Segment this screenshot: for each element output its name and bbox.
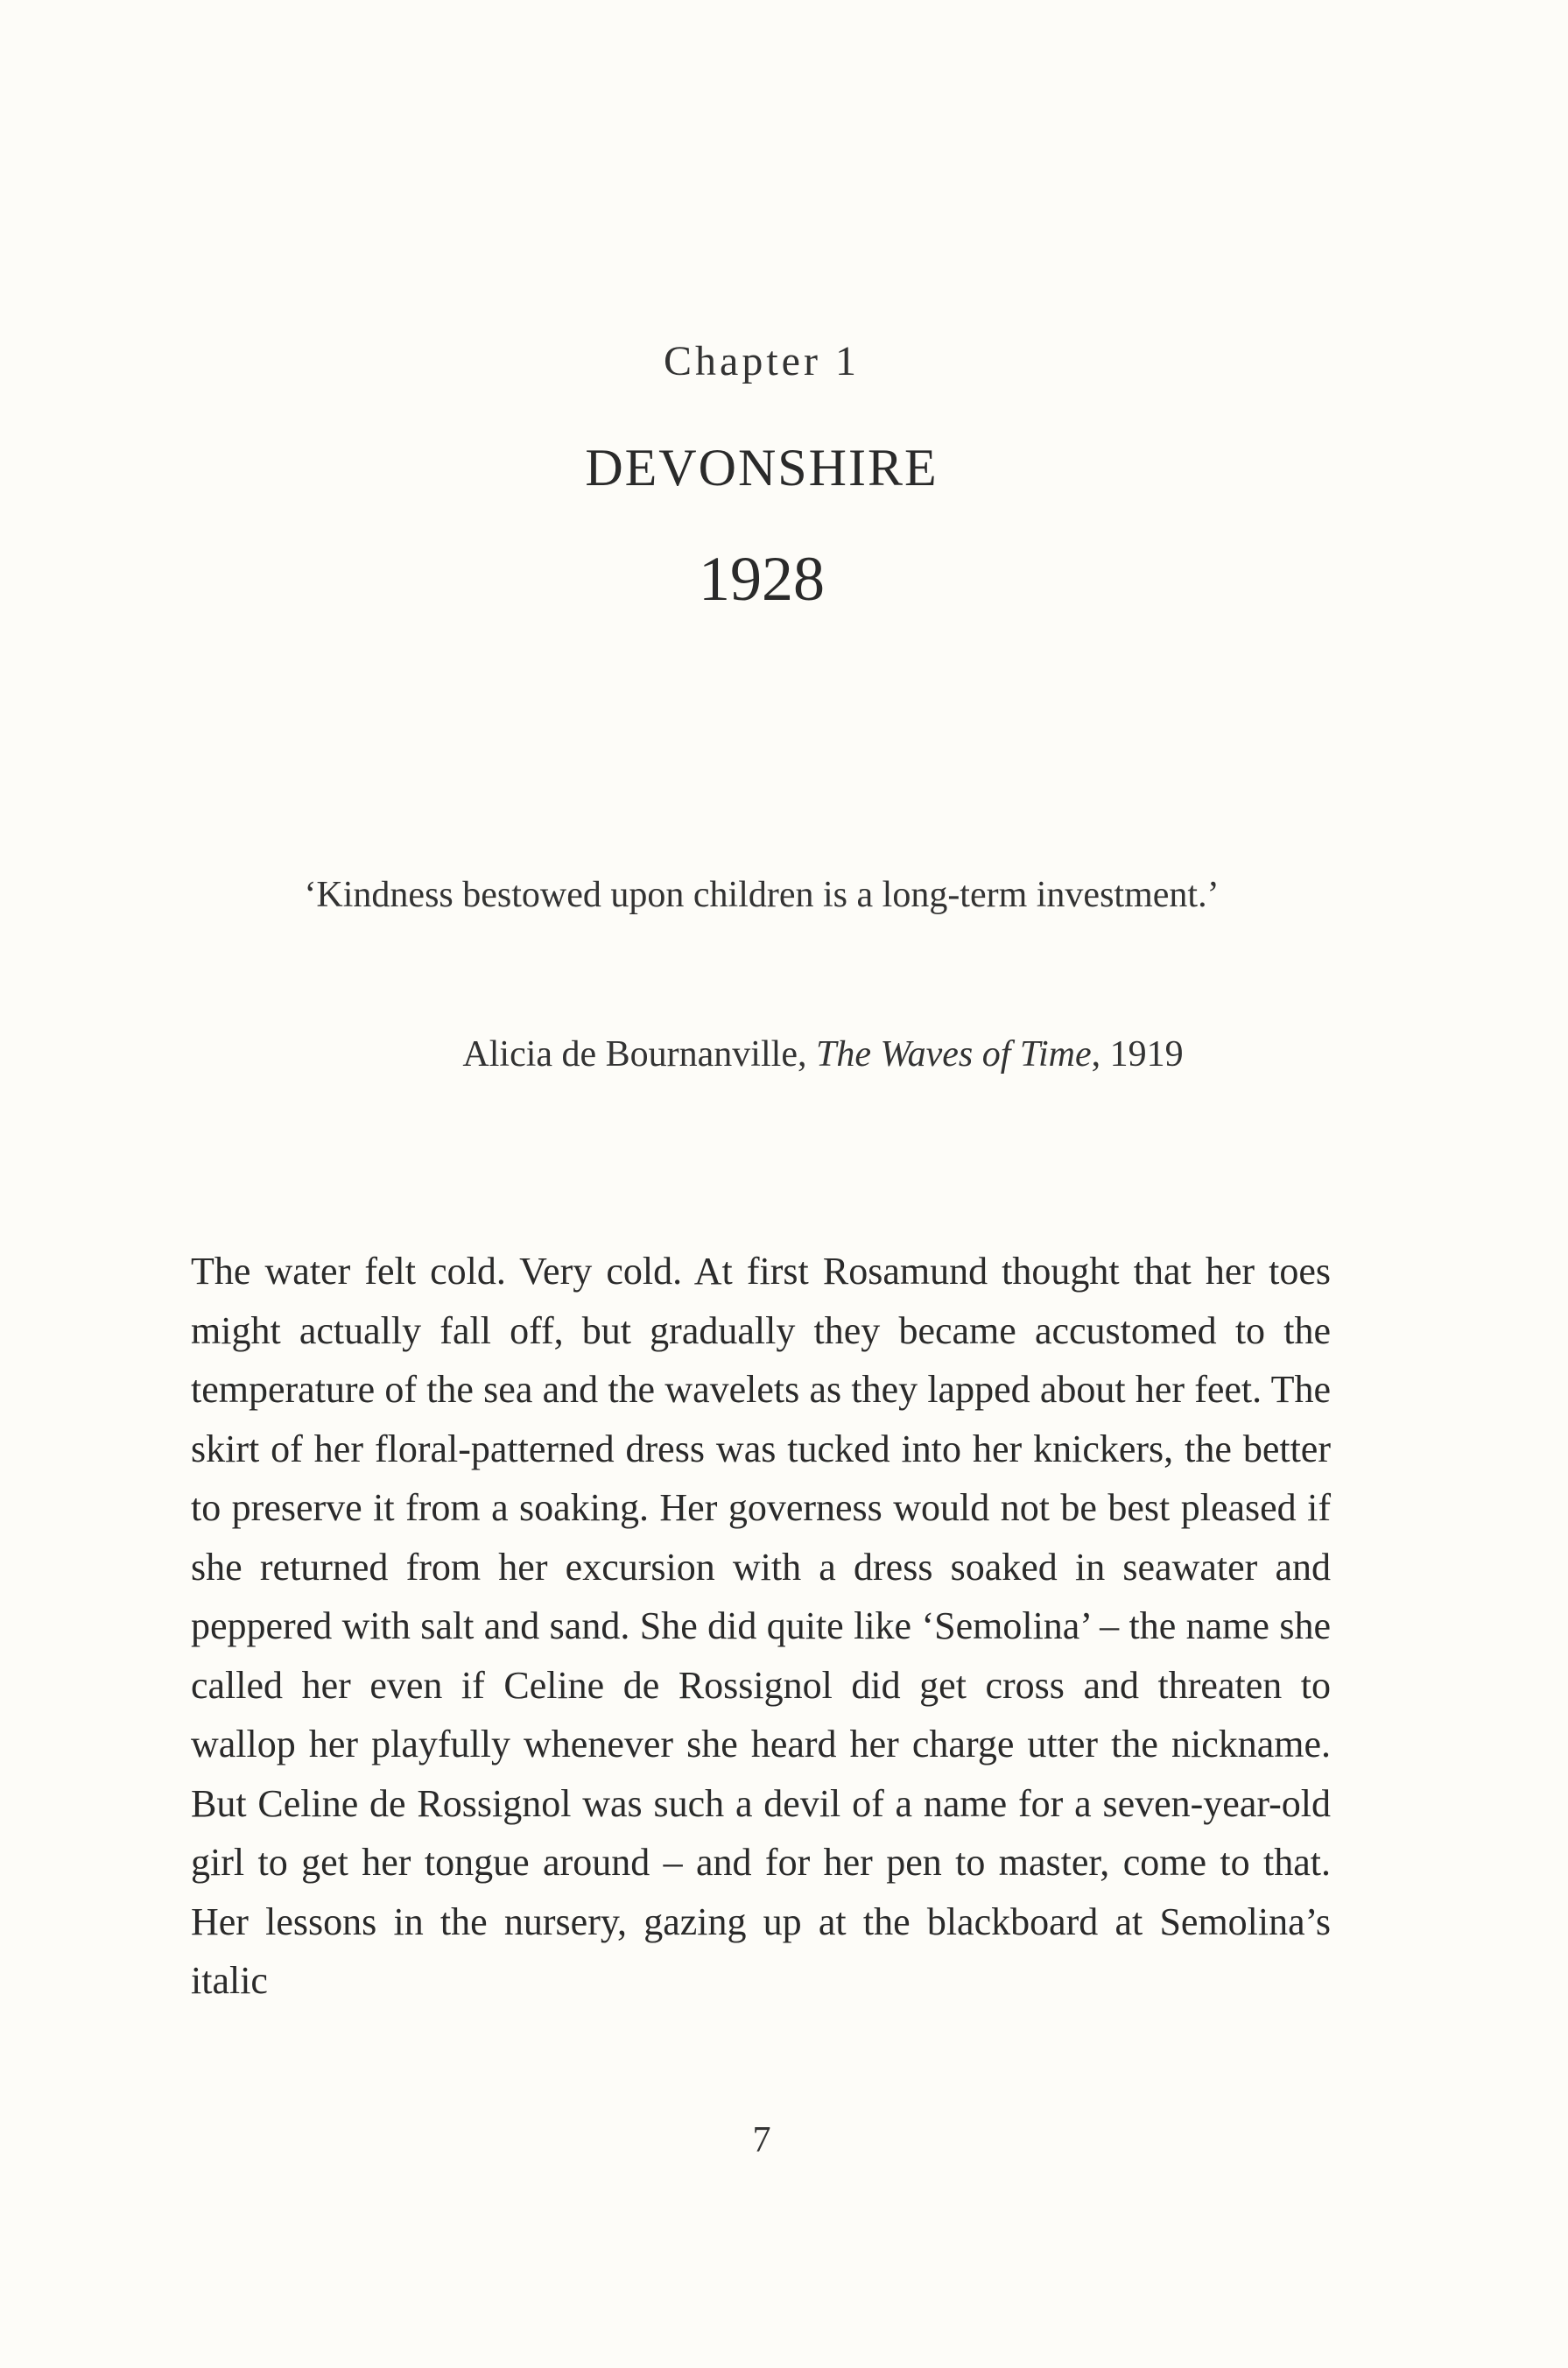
chapter-title: DEVONSHIRE bbox=[585, 439, 939, 497]
chapter-year: 1928 bbox=[699, 544, 825, 614]
epigraph-work-title: The Waves of Time bbox=[815, 1034, 1092, 1075]
page-number: 7 bbox=[752, 2120, 771, 2160]
epigraph-quote: ‘Kindness bestowed upon children is a long-term investment.’ bbox=[304, 875, 1220, 915]
body-paragraph: The water felt cold. Very cold. At first Rosamund thought that her toes might actually fall off, but gradually they became accustomed to the temperature of the sea and the wavelets as they lapped about her feet. The skirt of her floral-patterned dress was tucked into her knickers, the better to preserve it from a soaking. Her governess would not be best pleased if she returned from her excursion with a dress soaked in seawater and peppered with salt and sand. She did quite like ‘Semolina’ – the name she called her even if Celine de Rossignol did get cross and threaten to wallop her playfully whenever she heard her charge utter the nickname. But Celine de Rossignol was such a devil of a name for a seven-year-old girl to get her tongue around – and for her pen to master, come to that. Her lessons in the nursery, gazing up at the blackboard at Semolina’s italic bbox=[191, 1250, 1331, 2002]
epigraph-attribution bbox=[333, 1033, 1313, 1075]
chapter-label: Chapter 1 bbox=[664, 338, 860, 384]
epigraph-year: , 1919 bbox=[1091, 1034, 1184, 1075]
epigraph-author: Alicia de Bournanville, bbox=[462, 1034, 816, 1075]
